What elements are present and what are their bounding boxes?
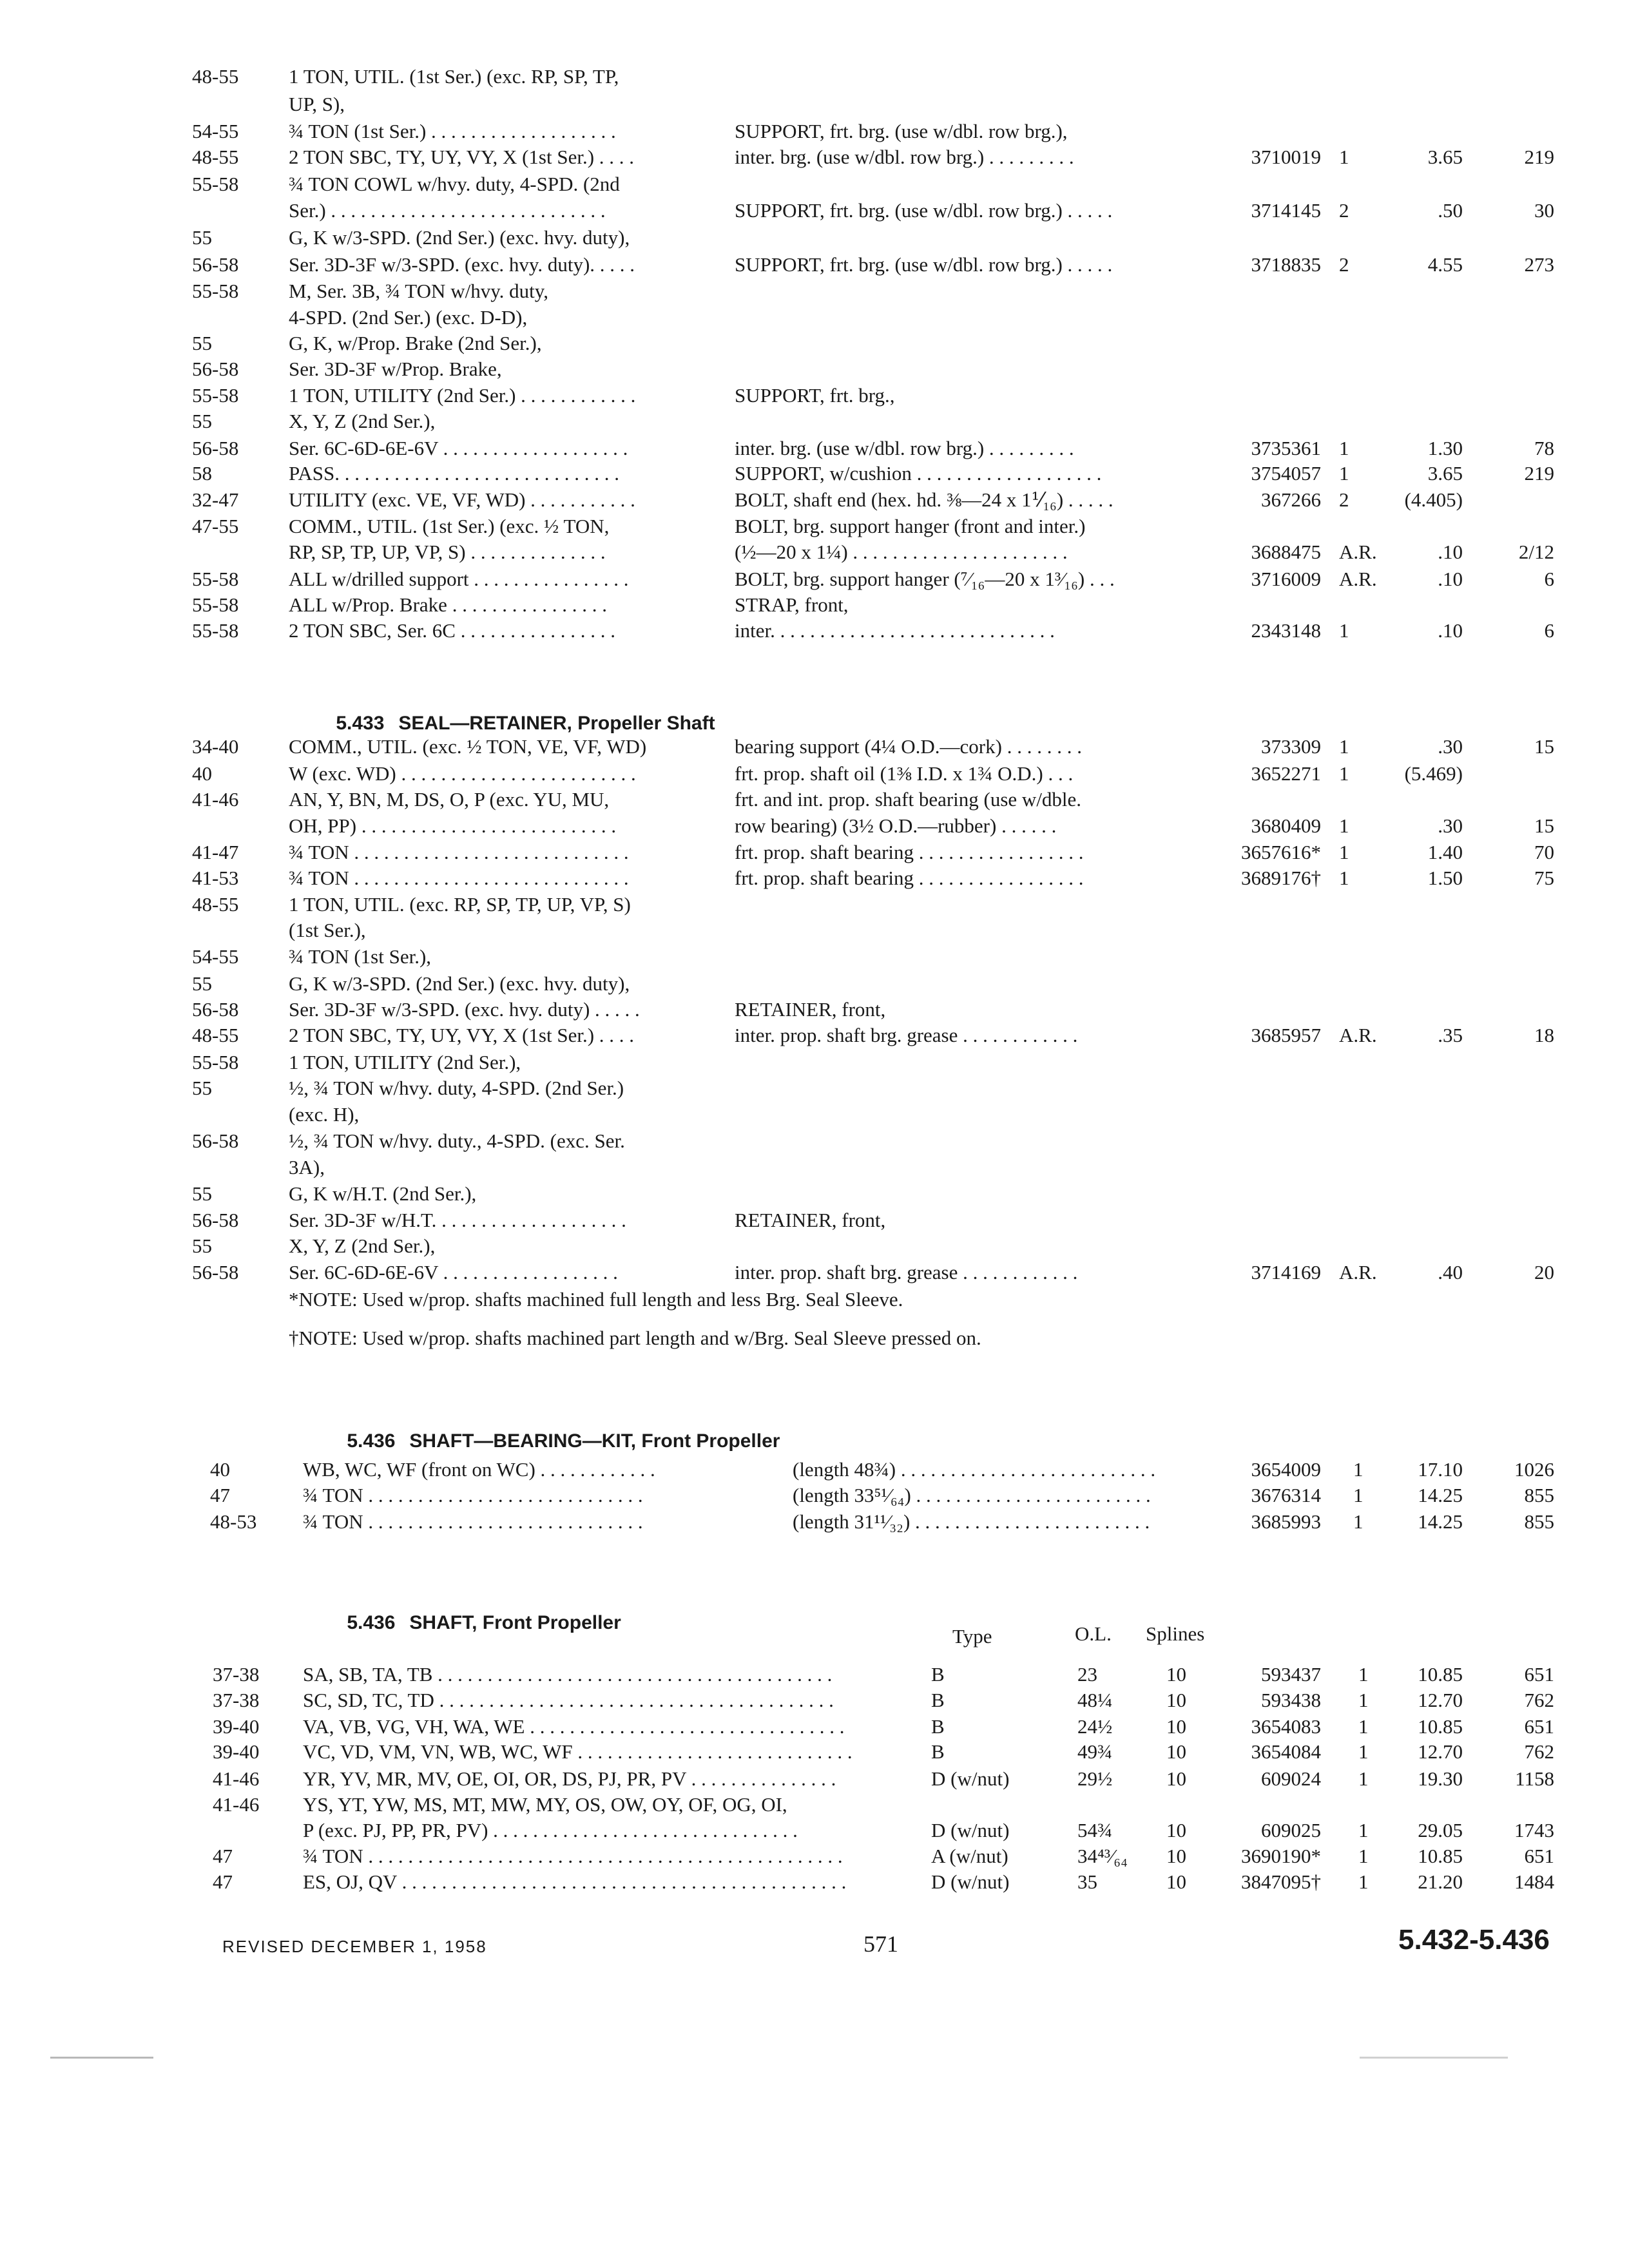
cell-type: B	[931, 1689, 945, 1711]
cell-number: 3710019	[1251, 146, 1321, 168]
cell-splines: 10	[1166, 1870, 1186, 1893]
cell-part: inter. brg. (use w/dbl. row brg.) . . . . . . . . .	[735, 437, 1074, 459]
cell-number: 3676314	[1251, 1484, 1321, 1506]
cell-years: 48-55	[192, 1024, 239, 1046]
cell-type: B	[931, 1740, 945, 1763]
cell-years: 48-53	[210, 1510, 257, 1533]
cell-models: G, K w/3-SPD. (2nd Ser.) (exc. hvy. duty),	[289, 226, 630, 249]
cell-part: SUPPORT, frt. brg. (use w/dbl. row brg.) . . . . .	[735, 253, 1113, 276]
cell-years: 56-58	[192, 1209, 239, 1231]
cell-number: 3718835	[1251, 253, 1321, 276]
cell-qty: 1	[1358, 1740, 1369, 1763]
cell-models: YS, YT, YW, MS, MT, MW, MY, OS, OW, OY, OF, OG, OI,	[303, 1793, 787, 1816]
cell-price: (5.469)	[1404, 762, 1463, 785]
cell-models: VA, VB, VG, VH, WA, WE . . . . . . . . . . . . . . . . . . . . . . . . . . . . . . . .	[303, 1715, 845, 1738]
cell-part: inter. prop. shaft brg. grease . . . . . . . . . . . .	[735, 1024, 1078, 1046]
cell-number: 3716009	[1251, 568, 1321, 590]
cell-qty: A.R.	[1339, 541, 1377, 563]
cell-part: RETAINER, front,	[735, 1209, 886, 1231]
cell-splines: 10	[1166, 1689, 1186, 1711]
cell-years: 47	[210, 1484, 230, 1506]
cell-years: 55-58	[192, 280, 239, 302]
cell-ol: 23	[1077, 1663, 1097, 1686]
cell-price2: 2/12	[1518, 541, 1554, 563]
section-heading-5436-shaft	[325, 1590, 621, 1656]
cell-price: 17.10	[1418, 1458, 1463, 1481]
cell-price: .40	[1438, 1261, 1463, 1283]
cell-part: SUPPORT, frt. brg.,	[735, 384, 895, 407]
cell-qty: 1	[1339, 735, 1349, 758]
cell-models: SA, SB, TA, TB . . . . . . . . . . . . . . . . . . . . . . . . . . . . . . . . . . . . . . . .	[303, 1663, 833, 1686]
cell-number: 3685957	[1251, 1024, 1321, 1046]
cell-type: D (w/nut)	[931, 1819, 1010, 1841]
cell-models: Ser. 6C-6D-6E-6V . . . . . . . . . . . . . . . . . .	[289, 1261, 618, 1283]
cell-ol: 54¾	[1077, 1819, 1113, 1841]
cell-qty: 1	[1339, 437, 1349, 459]
cell-part: SUPPORT, w/cushion . . . . . . . . . . . . . . . . . . .	[735, 462, 1102, 485]
cell-part: frt. and int. prop. shaft bearing (use w/dble.	[735, 788, 1082, 811]
cell-part: SUPPORT, frt. brg. (use w/dbl. row brg.) . . . . .	[735, 199, 1113, 222]
cell-models: (exc. H),	[289, 1103, 360, 1126]
cell-part: frt. prop. shaft bearing . . . . . . . . . . . . . . . . .	[735, 867, 1084, 889]
cell-models: ¾ TON (1st Ser.) . . . . . . . . . . . . . . . . . . .	[289, 120, 616, 142]
cell-price2: 1158	[1515, 1767, 1554, 1790]
cell-number: 3652271	[1251, 762, 1321, 785]
cell-price: .10	[1438, 619, 1463, 642]
cell-models: OH, PP) . . . . . . . . . . . . . . . . . . . . . . . . . .	[289, 814, 617, 837]
cell-part: inter. brg. (use w/dbl. row brg.) . . . . . . . . .	[735, 146, 1074, 168]
cell-part: BOLT, brg. support hanger (⁷⁄₁₆—20 x 1³⁄₁₆) . . .	[735, 568, 1115, 590]
cell-price2: 855	[1524, 1510, 1554, 1533]
cell-models: ES, OJ, QV . . . . . . . . . . . . . . . . . . . . . . . . . . . . . . . . . . . . . . . . . . . . .	[303, 1870, 847, 1893]
cell-price2: 762	[1524, 1740, 1554, 1763]
cell-part: SUPPORT, frt. brg. (use w/dbl. row brg.),	[735, 120, 1068, 142]
cell-years: 56-58	[192, 253, 239, 276]
cell-models: X, Y, Z (2nd Ser.),	[289, 1235, 436, 1257]
cell-models: Ser. 3D-3F w/Prop. Brake,	[289, 358, 502, 380]
cell-price2: 1026	[1514, 1458, 1554, 1481]
cell-part: BOLT, brg. support hanger (front and inter.)	[735, 515, 1086, 537]
cell-price2: 855	[1524, 1484, 1554, 1506]
cell-qty: A.R.	[1339, 1024, 1377, 1046]
cell-part: inter. . . . . . . . . . . . . . . . . . . . . . . . . . . . .	[735, 619, 1055, 642]
cell-years: 48-55	[192, 65, 239, 88]
cell-models: Ser. 3D-3F w/3-SPD. (exc. hvy. duty) . . . . .	[289, 998, 640, 1021]
cell-models: Ser. 3D-3F w/H.T. . . . . . . . . . . . . . . . . . . .	[289, 1209, 626, 1231]
cell-number: 3654083	[1251, 1715, 1321, 1738]
cell-price2: 6	[1544, 619, 1554, 642]
cell-part: row bearing) (3½ O.D.—rubber) . . . . . .	[735, 814, 1057, 837]
cell-models: Ser. 6C-6D-6E-6V . . . . . . . . . . . . . . . . . . .	[289, 437, 628, 459]
cell-years: 58	[192, 462, 212, 485]
cell-years: 55	[192, 1077, 212, 1099]
cell-years: 41-53	[192, 867, 239, 889]
section-number: 5.436	[347, 1430, 396, 1452]
cell-ol: 49¾	[1077, 1740, 1113, 1763]
cell-number: 3714169	[1251, 1261, 1321, 1283]
cell-years: 47	[213, 1845, 233, 1867]
cell-models: 2 TON SBC, Ser. 6C . . . . . . . . . . . . . . . .	[289, 619, 615, 642]
cell-years: 55-58	[192, 1051, 239, 1073]
cell-years: 55	[192, 1235, 212, 1257]
cell-part: RETAINER, front,	[735, 998, 886, 1021]
cell-splines: 10	[1166, 1845, 1186, 1867]
cell-number: 3690190*	[1241, 1845, 1321, 1867]
column-header-ol: O.L.	[1075, 1622, 1112, 1645]
cell-number: 3688475	[1251, 541, 1321, 563]
cell-years: 54-55	[192, 945, 239, 968]
column-header-type: Type	[952, 1625, 992, 1648]
cell-models: RP, SP, TP, UP, VP, S) . . . . . . . . . . . . . .	[289, 541, 606, 563]
cell-qty: 1	[1358, 1845, 1369, 1867]
cell-price2: 1484	[1514, 1870, 1554, 1893]
cell-models: 2 TON SBC, TY, UY, VY, X (1st Ser.) . . . .	[289, 1024, 635, 1046]
cell-part: (length 33⁵¹⁄₆₄) . . . . . . . . . . . . . . . . . . . . . . . .	[793, 1484, 1151, 1506]
cell-models: COMM., UTIL. (1st Ser.) (exc. ½ TON,	[289, 515, 610, 537]
cell-price: 4.55	[1427, 253, 1463, 276]
cell-models: VC, VD, VM, VN, WB, WC, WF . . . . . . . . . . . . . . . . . . . . . . . . . . . .	[303, 1740, 853, 1763]
cell-years: 56-58	[192, 1261, 239, 1283]
cell-years: 55	[192, 226, 212, 249]
cell-qty: 1	[1353, 1458, 1364, 1481]
scan-mark	[50, 2057, 153, 2059]
cell-price2: 651	[1524, 1663, 1554, 1686]
cell-years: 48-55	[192, 893, 239, 916]
cell-number: 593437	[1261, 1663, 1321, 1686]
column-header-splines: Splines	[1146, 1622, 1205, 1645]
cell-models: UTILITY (exc. VE, VF, WD) . . . . . . . . . . .	[289, 488, 635, 511]
section-number: 5.433	[336, 713, 385, 734]
cell-models: AN, Y, BN, M, DS, O, P (exc. YU, MU,	[289, 788, 610, 811]
cell-type: D (w/nut)	[931, 1767, 1010, 1790]
cell-number: 3685993	[1251, 1510, 1321, 1533]
cell-models: 3A),	[289, 1156, 325, 1178]
cell-price: 10.85	[1418, 1845, 1463, 1867]
cell-models: ALL w/Prop. Brake . . . . . . . . . . . . . . . .	[289, 593, 607, 616]
cell-years: 39-40	[213, 1715, 260, 1738]
cell-qty: 1	[1353, 1510, 1364, 1533]
cell-models: ¾ TON . . . . . . . . . . . . . . . . . . . . . . . . . . . .	[289, 867, 629, 889]
cell-ol: 29½	[1077, 1767, 1113, 1790]
cell-models: Ser. 3D-3F w/3-SPD. (exc. hvy. duty). . . . .	[289, 253, 635, 276]
cell-qty: 1	[1358, 1767, 1369, 1790]
cell-price: .30	[1438, 735, 1463, 758]
cell-ol: 35	[1077, 1870, 1097, 1893]
cell-models: G, K w/H.T. (2nd Ser.),	[289, 1182, 477, 1205]
cell-part: inter. prop. shaft brg. grease . . . . . . . . . . . .	[735, 1261, 1078, 1283]
section-number: 5.436	[347, 1612, 396, 1633]
cell-part: frt. prop. shaft oil (1⅜ I.D. x 1¾ O.D.) . . .	[735, 762, 1074, 785]
cell-qty: 1	[1339, 146, 1349, 168]
cell-years: 37-38	[213, 1689, 260, 1711]
cell-price: .10	[1438, 568, 1463, 590]
cell-price: 1.40	[1427, 841, 1463, 863]
cell-splines: 10	[1166, 1663, 1186, 1686]
cell-models: Ser.) . . . . . . . . . . . . . . . . . . . . . . . . . . . .	[289, 199, 606, 222]
cell-models: 2 TON SBC, TY, UY, VY, X (1st Ser.) . . . .	[289, 146, 635, 168]
cell-number: 2343148	[1251, 619, 1321, 642]
cell-years: 37-38	[213, 1663, 260, 1686]
cell-years: 54-55	[192, 120, 239, 142]
cell-price2: 219	[1524, 146, 1554, 168]
cell-qty: A.R.	[1339, 568, 1377, 590]
cell-number: 3689176†	[1241, 867, 1321, 889]
cell-years: 55-58	[192, 619, 239, 642]
section-title: SHAFT—BEARING—KIT, Front Propeller	[409, 1430, 780, 1452]
cell-models: ¾ TON . . . . . . . . . . . . . . . . . . . . . . . . . . . .	[303, 1510, 643, 1533]
cell-price: (4.405)	[1404, 488, 1463, 511]
cell-number: 3754057	[1251, 462, 1321, 485]
cell-price2: 15	[1534, 814, 1554, 837]
cell-models: ¾ TON . . . . . . . . . . . . . . . . . . . . . . . . . . . .	[289, 841, 629, 863]
cell-price2: 651	[1524, 1715, 1554, 1738]
cell-part: frt. prop. shaft bearing . . . . . . . . . . . . . . . . .	[735, 841, 1084, 863]
cell-years: 41-46	[213, 1767, 260, 1790]
note-dagger: †NOTE: Used w/prop. shafts machined part length and w/Brg. Seal Sleeve pressed on.	[289, 1327, 981, 1349]
cell-models: YR, YV, MR, MV, OE, OI, OR, DS, PJ, PR, PV . . . . . . . . . . . . . . .	[303, 1767, 836, 1790]
cell-splines: 10	[1166, 1740, 1186, 1763]
cell-price: 3.65	[1427, 146, 1463, 168]
cell-type: A (w/nut)	[931, 1845, 1008, 1867]
cell-price2: 70	[1534, 841, 1554, 863]
cell-price2: 75	[1534, 867, 1554, 889]
cell-models: PASS. . . . . . . . . . . . . . . . . . . . . . . . . . . . .	[289, 462, 620, 485]
cell-models: W (exc. WD) . . . . . . . . . . . . . . . . . . . . . . . .	[289, 762, 636, 785]
cell-price2: 30	[1534, 199, 1554, 222]
cell-number: 3654009	[1251, 1458, 1321, 1481]
cell-qty: A.R.	[1339, 1261, 1377, 1283]
cell-number: 609024	[1261, 1767, 1321, 1790]
cell-price: .10	[1438, 541, 1463, 563]
cell-models: 1 TON, UTIL. (exc. RP, SP, TP, UP, VP, S)	[289, 893, 631, 916]
cell-models: ¾ TON (1st Ser.),	[289, 945, 432, 968]
cell-models: ¾ TON . . . . . . . . . . . . . . . . . . . . . . . . . . . . . . . . . . . . . . . . . . . . . . . .	[303, 1845, 843, 1867]
cell-price2: 78	[1534, 437, 1554, 459]
cell-price2: 20	[1534, 1261, 1554, 1283]
cell-years: 39-40	[213, 1740, 260, 1763]
cell-qty: 2	[1339, 253, 1349, 276]
cell-models: ALL w/drilled support . . . . . . . . . . . . . . . .	[289, 568, 629, 590]
cell-qty: 1	[1339, 619, 1349, 642]
cell-price2: 219	[1524, 462, 1554, 485]
cell-part: (length 48¾) . . . . . . . . . . . . . . . . . . . . . . . . . .	[793, 1458, 1156, 1481]
cell-ol: 48¼	[1077, 1689, 1113, 1711]
cell-qty: 1	[1358, 1689, 1369, 1711]
cell-models: SC, SD, TC, TD . . . . . . . . . . . . . . . . . . . . . . . . . . . . . . . . . . . . . . . .	[303, 1689, 834, 1711]
cell-models: M, Ser. 3B, ¾ TON w/hvy. duty,	[289, 280, 549, 302]
cell-models: G, K w/3-SPD. (2nd Ser.) (exc. hvy. duty),	[289, 972, 630, 995]
cell-price: .50	[1438, 199, 1463, 222]
cell-years: 41-46	[213, 1793, 260, 1816]
cell-part: BOLT, shaft end (hex. hd. ⅜—24 x 1⅟₁₆) . . . . .	[735, 488, 1113, 511]
cell-qty: 1	[1339, 841, 1349, 863]
cell-price: 19.30	[1418, 1767, 1463, 1790]
cell-part: (½—20 x 1¼) . . . . . . . . . . . . . . . . . . . . . .	[735, 541, 1068, 563]
cell-years: 56-58	[192, 1129, 239, 1152]
page-number: 571	[863, 1931, 898, 1957]
cell-splines: 10	[1166, 1819, 1186, 1841]
cell-models: ½, ¾ TON w/hvy. duty., 4-SPD. (exc. Ser.	[289, 1129, 625, 1152]
cell-models: X, Y, Z (2nd Ser.),	[289, 410, 436, 432]
revised-date: REVISED DECEMBER 1, 1958	[222, 1937, 487, 1956]
cell-years: 40	[210, 1458, 230, 1481]
cell-price: .30	[1438, 814, 1463, 837]
cell-price: 12.70	[1418, 1740, 1463, 1763]
cell-models: UP, S),	[289, 93, 345, 115]
cell-models: (1st Ser.),	[289, 919, 366, 941]
cell-price: 10.85	[1418, 1663, 1463, 1686]
cell-years: 55-58	[192, 593, 239, 616]
cell-years: 40	[192, 762, 212, 785]
cell-qty: 1	[1358, 1819, 1369, 1841]
cell-models: COMM., UTIL. (exc. ½ TON, VE, VF, WD)	[289, 735, 647, 758]
cell-years: 47-55	[192, 515, 239, 537]
cell-price: .35	[1438, 1024, 1463, 1046]
cell-number: 3847095†	[1241, 1870, 1321, 1893]
cell-number: 593438	[1261, 1689, 1321, 1711]
cell-price: 12.70	[1418, 1689, 1463, 1711]
cell-type: D (w/nut)	[931, 1870, 1010, 1893]
cell-years: 55	[192, 332, 212, 354]
cell-type: B	[931, 1663, 945, 1686]
cell-price: 29.05	[1418, 1819, 1463, 1841]
cell-models: 1 TON, UTILITY (2nd Ser.) . . . . . . . . . . . .	[289, 384, 636, 407]
cell-qty: 1	[1358, 1870, 1369, 1893]
cell-years: 55-58	[192, 173, 239, 195]
cell-number: 373309	[1261, 735, 1321, 758]
cell-number: 3654084	[1251, 1740, 1321, 1763]
cell-price2: 762	[1524, 1689, 1554, 1711]
cell-number: 3680409	[1251, 814, 1321, 837]
cell-number: 3735361	[1251, 437, 1321, 459]
cell-price2: 15	[1534, 735, 1554, 758]
note-asterisk: *NOTE: Used w/prop. shafts machined full length and less Brg. Seal Sleeve.	[289, 1288, 903, 1311]
cell-models: WB, WC, WF (front on WC) . . . . . . . . . . . .	[303, 1458, 655, 1481]
section-title: SEAL—RETAINER, Propeller Shaft	[398, 713, 715, 734]
cell-models: 4-SPD. (2nd Ser.) (exc. D-D),	[289, 306, 528, 329]
cell-years: 56-58	[192, 358, 239, 380]
cell-qty: 2	[1339, 488, 1349, 511]
scan-mark	[1360, 2057, 1508, 2059]
cell-price: 1.30	[1427, 437, 1463, 459]
cell-years: 47	[213, 1870, 233, 1893]
cell-models: 1 TON, UTILITY (2nd Ser.),	[289, 1051, 521, 1073]
cell-ol: 34⁴³⁄₆₄	[1077, 1845, 1128, 1867]
cell-qty: 1	[1358, 1715, 1369, 1738]
cell-years: 55	[192, 1182, 212, 1205]
cell-years: 32-47	[192, 488, 239, 511]
cell-qty: 1	[1353, 1484, 1364, 1506]
cell-price2: 651	[1524, 1845, 1554, 1867]
cell-years: 55-58	[192, 384, 239, 407]
cell-years: 56-58	[192, 998, 239, 1021]
cell-years: 34-40	[192, 735, 239, 758]
cell-qty: 1	[1339, 867, 1349, 889]
cell-price: 14.25	[1418, 1484, 1463, 1506]
cell-splines: 10	[1166, 1767, 1186, 1790]
cell-years: 55	[192, 410, 212, 432]
cell-ol: 24½	[1077, 1715, 1113, 1738]
cell-qty: 1	[1339, 462, 1349, 485]
cell-type: B	[931, 1715, 945, 1738]
cell-part: STRAP, front,	[735, 593, 849, 616]
section-title: SHAFT, Front Propeller	[409, 1612, 621, 1633]
cell-price: 14.25	[1418, 1510, 1463, 1533]
cell-models: ¾ TON . . . . . . . . . . . . . . . . . . . . . . . . . . . .	[303, 1484, 643, 1506]
cell-price2: 1743	[1514, 1819, 1554, 1841]
cell-years: 41-47	[192, 841, 239, 863]
cell-price: 10.85	[1418, 1715, 1463, 1738]
cell-models: P (exc. PJ, PP, PR, PV) . . . . . . . . . . . . . . . . . . . . . . . . . . . . . . .	[303, 1819, 798, 1841]
cell-number: 3657616*	[1241, 841, 1321, 863]
cell-qty: 1	[1358, 1663, 1369, 1686]
cell-models: G, K, w/Prop. Brake (2nd Ser.),	[289, 332, 542, 354]
cell-models: ½, ¾ TON w/hvy. duty, 4-SPD. (2nd Ser.)	[289, 1077, 624, 1099]
cell-models: ¾ TON COWL w/hvy. duty, 4-SPD. (2nd	[289, 173, 620, 195]
cell-part: bearing support (4¼ O.D.—cork) . . . . . . . .	[735, 735, 1082, 758]
cell-splines: 10	[1166, 1715, 1186, 1738]
cell-qty: 2	[1339, 199, 1349, 222]
cell-years: 56-58	[192, 437, 239, 459]
cell-number: 3714145	[1251, 199, 1321, 222]
cell-years: 55-58	[192, 568, 239, 590]
cell-number: 367266	[1261, 488, 1321, 511]
cell-years: 41-46	[192, 788, 239, 811]
cell-price2: 18	[1534, 1024, 1554, 1046]
cell-models: 1 TON, UTIL. (1st Ser.) (exc. RP, SP, TP,	[289, 65, 619, 88]
cell-price2: 273	[1524, 253, 1554, 276]
cell-price: 1.50	[1427, 867, 1463, 889]
section-range: 5.432-5.436	[1398, 1924, 1550, 1956]
cell-price: 3.65	[1427, 462, 1463, 485]
cell-qty: 1	[1339, 762, 1349, 785]
cell-number: 609025	[1261, 1819, 1321, 1841]
cell-price2: 6	[1544, 568, 1554, 590]
cell-years: 55	[192, 972, 212, 995]
cell-qty: 1	[1339, 814, 1349, 837]
cell-price: 21.20	[1418, 1870, 1463, 1893]
cell-part: (length 31¹¹⁄₃₂) . . . . . . . . . . . . . . . . . . . . . . . .	[793, 1510, 1150, 1533]
cell-years: 48-55	[192, 146, 239, 168]
